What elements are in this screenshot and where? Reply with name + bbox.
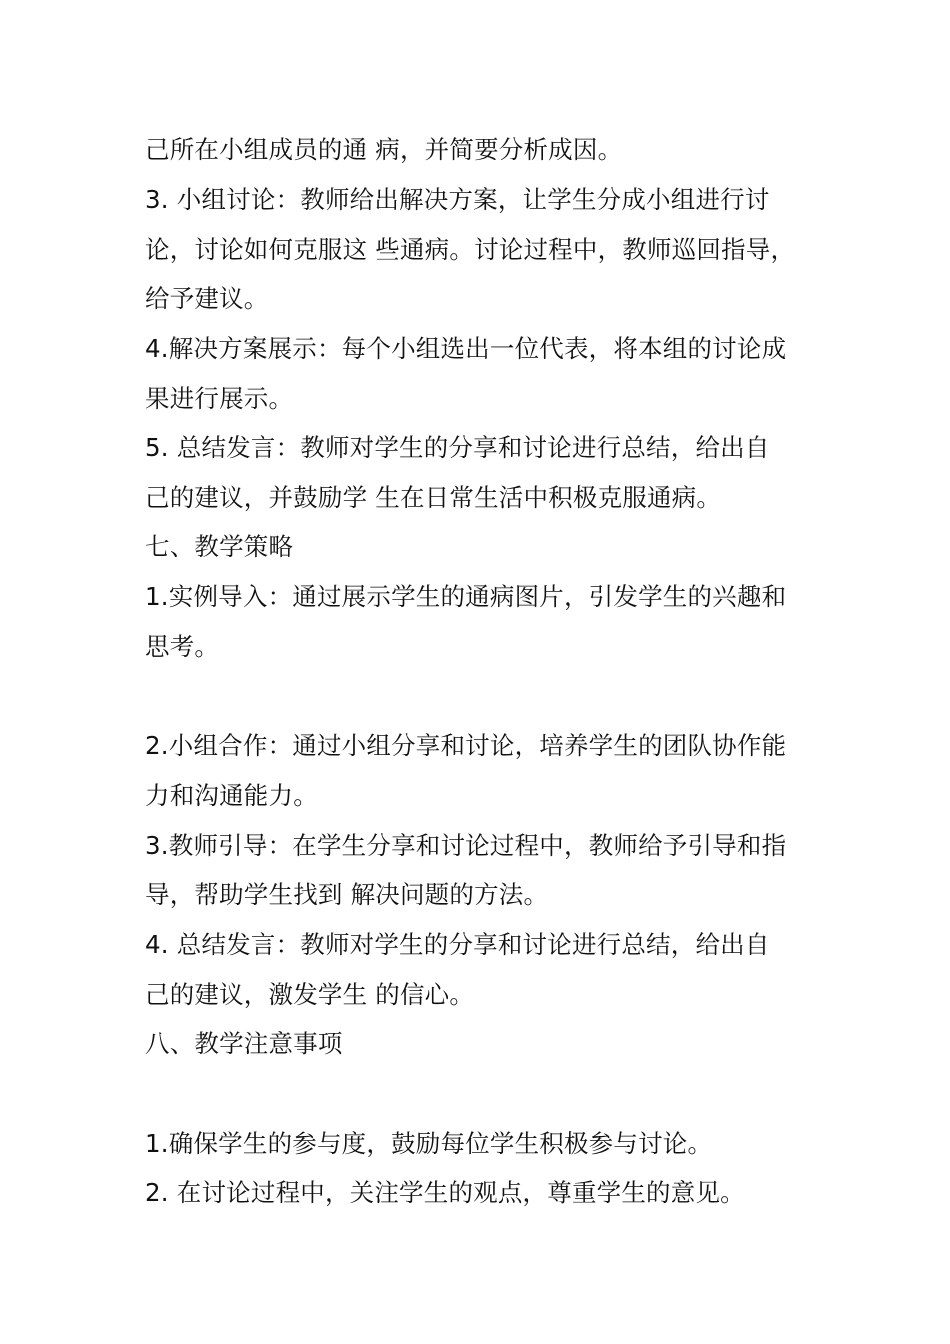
text-line: 己的建议，并鼓励学 生在日常生活中积极克服通病。 bbox=[145, 483, 722, 512]
text-line: 1.实例导入：通过展示学生的通病图片，引发学生的兴趣和 bbox=[145, 582, 787, 611]
text-line: 5. 总结发言：教师对学生的分享和讨论进行总结，给出自 bbox=[145, 433, 770, 462]
text-line: 1.确保学生的参与度，鼓励每位学生积极参与讨论。 bbox=[145, 1129, 713, 1158]
text-line: 给予建议。 bbox=[145, 284, 269, 313]
text-line: 3. 小组讨论：教师给出解决方案，让学生分成小组进行讨 bbox=[145, 185, 770, 214]
text-line: 4. 总结发言：教师对学生的分享和讨论进行总结，给出自 bbox=[145, 930, 770, 959]
section-heading: 八、教学注意事项 bbox=[145, 1029, 343, 1058]
text-line: 思考。 bbox=[145, 632, 220, 661]
text-line: 果进行展示。 bbox=[145, 384, 294, 413]
text-line: 2.小组合作：通过小组分享和讨论，培养学生的团队协作能 bbox=[145, 731, 787, 760]
text-line: 力和沟通能力。 bbox=[145, 781, 318, 810]
text-line: 己的建议，激发学生 的信心。 bbox=[145, 980, 475, 1009]
text-line: 4.解决方案展示：每个小组选出一位代表，将本组的讨论成 bbox=[145, 334, 787, 363]
text-line: 导，帮助学生找到 解决问题的方法。 bbox=[145, 880, 549, 909]
text-line: 2. 在讨论过程中，关注学生的观点，尊重学生的意见。 bbox=[145, 1178, 745, 1207]
text-line: 论，讨论如何克服这 些通病。讨论过程中，教师巡回指导， bbox=[145, 235, 796, 264]
section-heading: 七、教学策略 bbox=[145, 532, 294, 561]
text-line: 3.教师引导：在学生分享和讨论过程中，教师给予引导和指 bbox=[145, 831, 787, 860]
text-line: 己所在小组成员的通 病，并简要分析成因。 bbox=[145, 135, 623, 164]
